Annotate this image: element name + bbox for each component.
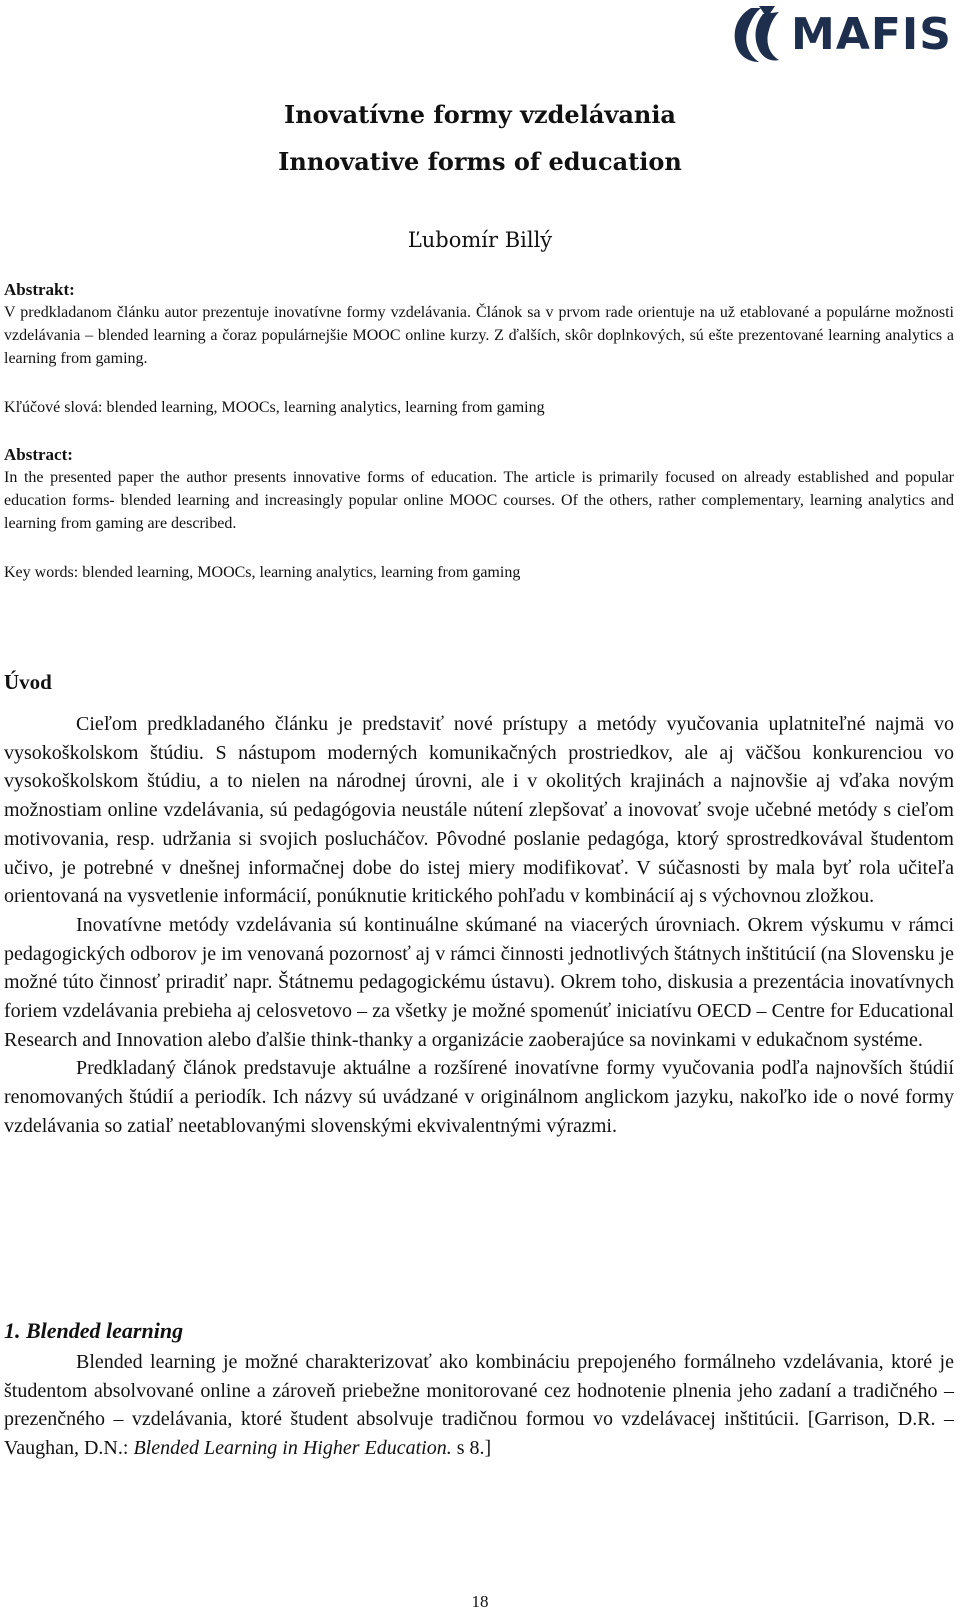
abstract-slovak bbox=[4, 278, 954, 370]
logo-text: MAFIS bbox=[791, 9, 952, 60]
intro-body bbox=[4, 710, 954, 1141]
mafis-logo bbox=[729, 4, 952, 66]
abstract-slovak-text: V predkladanom článku autor prezentuje inovatívne formy vzdelávania. Článok sa v prvom rade orientuje na už etablované a populárne možnosti vzdelávania – blended learning a čoraz populárnejšie MOOC online kurzy. Z ďalších, skôr doplnkových, sú ešte prezentované learning analytics a learning from gaming. bbox=[4, 304, 954, 367]
abstract-english bbox=[4, 443, 954, 535]
mafis-emblem-icon bbox=[729, 4, 787, 66]
intro-paragraph-2: Inovatívne metódy vzdelávania sú kontinuálne skúmané na viacerých úrovniach. Okrem výskumu v rámci pedagogických odborov je im venovaná pozornosť aj v rámci činnosti jednotlivých štátnych inštitúcií (na Slovensku je možné túto činnosť priradiť napr. Štátnemu pedagogickému ústavu). Okrem toho, diskusia a prezentácia inovatívnych foriem vzdelávania prebieha aj celosvetovo – za všetky je možné spomenúť iniciatívu OECD – Centre for Educational Research and Innovation alebo ďalšie think-thanky a organizácie zaoberajúce sa novinkami v edukačnom systéme. bbox=[4, 913, 954, 1051]
title-block bbox=[0, 100, 960, 194]
title-english: Innovative forms of education bbox=[278, 147, 682, 176]
keywords-english: Key words: blended learning, MOOCs, learning analytics, learning from gaming bbox=[4, 564, 521, 581]
citation-tail: s 8.] bbox=[451, 1437, 492, 1460]
section-1-heading: 1. Blended learning bbox=[4, 1318, 184, 1343]
abstract-slovak-label: Abstrakt: bbox=[4, 280, 75, 299]
abstract-english-label: Abstract: bbox=[4, 445, 73, 464]
author: Ľubomír Billý bbox=[407, 228, 553, 252]
abstract-english-text: In the presented paper the author presents innovative forms of education. The article is primarily focused on already established and popular education forms- blended learning and increasingly popular online MOOC courses. Of the others, rather complementary, learning analytics and learning from gaming are described. bbox=[4, 469, 954, 532]
page-number: 18 bbox=[471, 1592, 489, 1611]
intro-paragraph-1: Cieľom predkladaného článku je predstaviť nové prístupy a metódy vyučovania uplatniteľné najmä vo vysokoškolskom štúdiu. S nástupom moderných komunikačných prostriedkov, ale aj väčšou konkurenciou vo vysokoškolskom štúdiu, a to nielen na národnej úrovni, ale i v okolitých krajinách a najnovšie aj vďaka novým možnostiam online vzdelávania, sú pedagógovia neustále nútení zlepšovať a inovovať svoje učebné metódy s cieľom motivovania, resp. udržania si svojich poslucháčov. Pôvodné poslanie pedagóga, ktorý sprostredkovával študentom učivo, je potrebné v dnešnej informačnej dobe do istej miery modifikovať. V súčasnosti by mala byť rola učiteľa orientovaná na vysvetlenie informácií, ponúknutie kritického pohľadu v kombinácií aj s výchovnou zložkou. bbox=[4, 713, 954, 908]
citation-title: Blended Learning in Higher Education. bbox=[133, 1437, 452, 1460]
keywords-slovak: Kľúčové slová: blended learning, MOOCs, learning analytics, learning from gaming bbox=[4, 399, 545, 416]
title-slovak: Inovatívne formy vzdelávania bbox=[284, 100, 676, 129]
section-1-body bbox=[4, 1348, 954, 1463]
intro-paragraph-3: Predkladaný článok predstavuje aktuálne a rozšírené inovatívne formy vyučovania podľa najnovších štúdií renomovaných štúdií a periodík. Ich názvy sú uvádzané v originálnom anglickom jazyku, nakoľko ide o nové formy vzdelávania so zatiaľ neetablovanými slovenskými ekvivalentnými výrazmi. bbox=[4, 1057, 954, 1137]
intro-heading: Úvod bbox=[4, 670, 52, 694]
section-1-text: Blended learning je možné charakterizovať ako kombináciu prepojeného formálneho vzdelávania, ktoré je študentom absolvované online a zároveň priebežne monitorované cez hodnotenie plnenia jeho zadaní a tradičného – prezenčného – vzdelávania, ktoré študent absolvuje tradičnou formou vo vzdelávacej inštitúcii. [Garrison, D.R. – Vaughan, D.N.: bbox=[4, 1351, 954, 1460]
section-1-paragraph bbox=[4, 1348, 954, 1463]
